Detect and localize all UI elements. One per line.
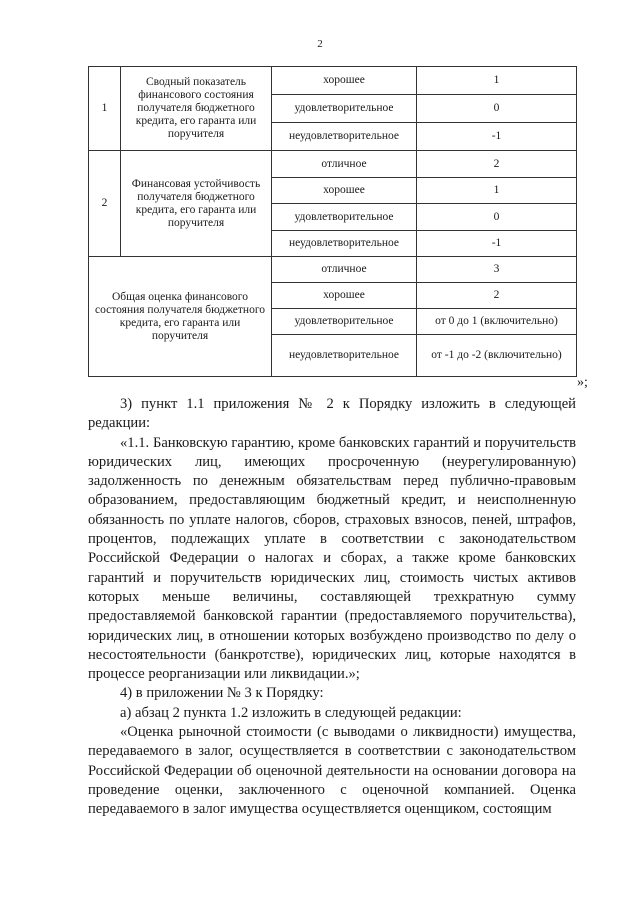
rating-cell: удовлетворительное [272, 204, 417, 231]
rating-cell: удовлетворительное [272, 95, 417, 123]
score-cell: от 0 до 1 (включительно) [417, 309, 577, 335]
table-row [89, 257, 577, 283]
paragraph: 3) пункт 1.1 приложения № 2 к Порядку изложить в следующей редакции: [88, 396, 576, 432]
rating-cell: отличное [272, 257, 417, 283]
group-indicator: Сводный показатель финансового состояния получателя бюджетного кредита, его гаранта или поручителя [121, 67, 272, 151]
score-cell: 2 [417, 283, 577, 309]
paragraph: 4) в приложении № 3 к Порядку: [120, 685, 324, 702]
rating-cell: неудовлетворительное [272, 335, 417, 377]
group-indicator: Финансовая устойчивость получателя бюджетного кредита, его гаранта или поручителя [121, 151, 272, 257]
score-cell: 0 [417, 204, 577, 231]
group-number: 1 [89, 67, 121, 151]
table-closing-quote: »; [577, 375, 588, 390]
score-cell: -1 [417, 123, 577, 151]
rating-cell: неудовлетворительное [272, 123, 417, 151]
rating-cell: хорошее [272, 178, 417, 204]
table-row [89, 151, 577, 178]
body-text [88, 395, 576, 820]
rating-cell: неудовлетворительное [272, 231, 417, 257]
group-indicator: Общая оценка финансового состояния получателя бюджетного кредита, его гаранта или поручителя [89, 257, 272, 377]
score-cell: 3 [417, 257, 577, 283]
rating-cell: хорошее [272, 283, 417, 309]
paragraph: а) абзац 2 пункта 1.2 изложить в следующей редакции: [120, 704, 462, 721]
rating-cell: удовлетворительное [272, 309, 417, 335]
score-cell: 2 [417, 151, 577, 178]
paragraph: «Оценка рыночной стоимости (с выводами о ликвидности) имущества, передаваемого в залог, осуществляется в соответствии с законодательством Российской Федерации об оценочной деятельности на основании договора на проведение оценки, заключенного с оценочной компанией. Оценка передаваемого в залог имущества осуществляется оценщиком, состоящим [88, 724, 576, 818]
score-cell: -1 [417, 231, 577, 257]
score-cell: от -1 до -2 (включительно) [417, 335, 577, 377]
rating-cell: хорошее [272, 67, 417, 95]
rating-cell: отличное [272, 151, 417, 178]
page-number: 2 [317, 38, 323, 50]
group-number: 2 [89, 151, 121, 257]
score-cell: 0 [417, 95, 577, 123]
paragraph: «1.1. Банковскую гарантию, кроме банковских гарантий и поручительств юридических лиц, имеющих просроченную (неурегулированную) задолженность по денежным обязательствам перед публично-правовым образованием, предоставляющим бюджетный кредит, и неисполненную обязанность по уплате налогов, сборов, страховых взносов, пеней, штрафов, процентов, подлежащих уплате в соответствии с законодательством Российской Федерации о налогах и сборах, а также кроме банковских гарантий и поручительств юридических лиц, стоимость чистых активов которых меньше величины, составляющей трехкратную сумму предоставляемой банковской гарантии (предоставляемого поручительства), юридических лиц, в отношении которых возбуждено производство по делу о несостоятельности (банкротстве), юридических лиц, которые находятся в процессе реорганизации или ликвидации.»; [88, 434, 576, 683]
score-cell: 1 [417, 178, 577, 204]
table-row [89, 67, 577, 95]
assessment-table [88, 66, 577, 377]
score-cell: 1 [417, 67, 577, 95]
